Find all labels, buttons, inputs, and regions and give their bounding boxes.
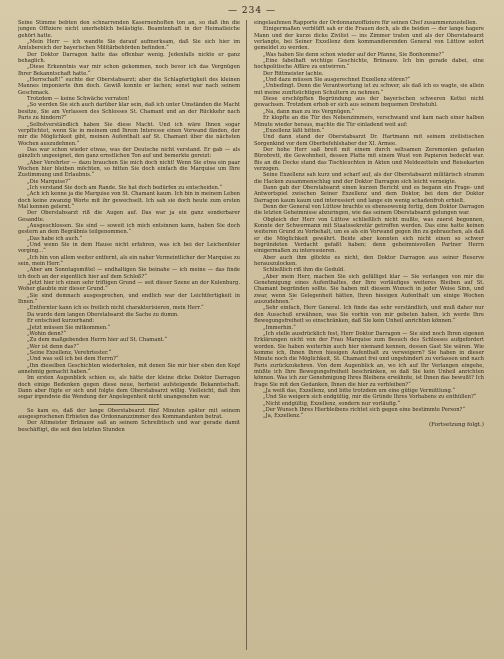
section-separator <box>99 404 159 405</box>
paragraph: „Herrschaft!“ suchte der Oberstabsarzt; aber die Schlagfertigkeit des kleinen Mannes imponierte ihm doch. Gewiß konnte er lachen; sonst war nach seinem Geschmack. <box>18 77 240 96</box>
left-column <box>18 20 240 648</box>
paragraph: So kam es, daß der lange Oberstabsarzt fünf Minuten später mit seinem ausgesprochenen Erbieten das Ordonnanzzimmer des Kommandanten betrat. <box>18 407 240 420</box>
paragraph: Der Rittmeister lachte. <box>263 70 324 77</box>
paragraph: Er klopfte an die Tür des Nebenzimmers, verschwand und kam nach einer halben Minute wieder heraus, machte die Tür einladend weit auf: <box>254 115 484 128</box>
paragraph: Seine Stimme bebten den schnarrenden Kasernenhoften ton an, so daß ihn die jungen Offiziere nicht unerheblich belästigte. Beamtenhaft in der Heimatleiche gehört hatte. <box>18 20 240 39</box>
paragraph: Schließlich riß ihm die Geduld. <box>263 267 345 274</box>
paragraph: „Selbstverständlich haben Sie diese Macht. Und ich wäre Ihnen sogar verpflichtet, wenn Sie in meinem und Ihrem Interesse einen Vorwand fänden, der mir die Möglichkeit gibt, meinen Aufenthalt auf St. Chamant über die nächsten Wochen auszudehnen.“ <box>18 121 240 147</box>
paragraph: „Ich stelle ausdrücklich fest, Herr Doktor Darragon — Sie sind noch Ihren eigenen Erklärungen nicht von der Frau Marquise zum Besuch des Schlosses aufgefordert worden. Sie haben weiterhin auch hier niemand kennen, dessen Gast Sie wären. Wie komme ich, Ihnen Ihren hiesigen Aufenthalt zu verweigern? Sie haben in dieser Minute noch die Möglichkeit, St. Chamant frei und ungehindert zu verlassen und nach Paris zurückzukehren. Von dem Augenblick an, wo ich auf Ihr Verlangen eingehe, müßte ich Ihre Bewegungsfreiheit beschränken, so daß Sie kein Unheil anrichten können. Was ich zur Genehmigung Ihres Bleibens erwähnte, ist Ihnen das bewußt? Ich frage Sie mit den Gedanken, Ihnen die hier zu verbleiben?“ <box>254 330 484 388</box>
paragraph: Dann gab der Oberstabsarzt einen kurzen Bericht und es begann ein Frage- und Antwortspiel zwischen Seiner Exzellenz und dem Doktor, bei dem der Doktor Darragon kaum kaum und interessiert und lange ein wenig schadenfroh erhielt. <box>254 184 484 204</box>
paragraph: „Ja, Exzellenz.“ <box>263 413 304 420</box>
paragraph: „Ihn dieselben Geschichten wiederholen, mit denen Sie mir hier eben den Kopf annehmig gemacht haben.“ <box>18 362 240 375</box>
paragraph: „Sie sind demnach ausgesprochen, und endlich war der Leichtfertigkeit in Ihnen.“ <box>18 292 240 306</box>
paragraph: „Immerhin.“ <box>263 324 296 331</box>
paragraph: Das war schon wieder etwas, was der Deutsche nicht verstand. Er gab — als gänzlich ungeeignet, den ganz ernstlichen Ton auf und bemerkte gereizt: <box>18 146 240 160</box>
paragraph: „Jetzt müssen Sie mitkommen.“ <box>27 324 111 331</box>
paragraph: „Und Sie weigern sich endgültig, mir die Gründe Ihres Vorhabens zu enthüllen?“ <box>263 394 477 401</box>
paragraph: „Und wenn Sie in dem Hause nicht erfahren, was ich bei der Leichenfeier vorging...“ <box>18 242 240 255</box>
paragraph: „Mein Herr — ich wandte Sie darauf aufmerksam, daß Sie sich hier im Amtsbereich der bayerischen Militärbehörden befinden.“ <box>18 39 240 52</box>
paragraph: „Ausgeschlossen. Sie sind — soweit ich mich entsinnen kann, haben Sie doch gestern an dem Begräbnis teilgenommen.“ <box>18 223 240 236</box>
paragraph: „Sehr einfach, Herr General. Ich finde das sehr verständlich, und muß daher nur den Ausschuß erwähnen, was Sie vorhin von mir gebeten haben, ich werde Ihre Bewegungsfreiheit so einschränken, daß Sie kein Unheil anrichten können.“ <box>254 305 484 325</box>
paragraph: „Jetzt hier ich einen sehr triftigen Grund — seit dieser Szene an der Kulenburg. Woher glaubte mir dieser Grund.“ <box>18 280 240 293</box>
paragraph: „Unbedingt. Denn die Verantwortung ist zu schwer, als daß ich es wagte, sie allein mit meine zunftsüchtigen Schultern zu nehmen.“ <box>254 83 484 96</box>
paragraph: „Na, dann man zu ins Vergnügen.“ <box>263 108 355 115</box>
paragraph: Denn der General von Lüttow brachte es ebensowenig fertig, dem Doktor Darragon die letzten Geheimnisse abzuringen, wie das seinem Oberstabsarzt gelungen war. <box>254 203 484 217</box>
paragraph: „Entfernter kann ich es freilich nicht charakterisieren, mein Herr.“ <box>27 305 204 312</box>
paragraph: „So werden Sie sich auch darüber klar sein, daß ich unter Umständen die Macht besitze, Sie am Verlassen des Schlosses St. Chamant und an der Rückkehr nach Paris zu hindern?“ <box>18 102 240 122</box>
paragraph: „Ja weiß das, Exzellenz, und bitte trotzdem um eine gütige Vermittlung.“ <box>263 387 456 394</box>
paragraph: Der hohe Herr saß breit mit einem durch seltsamen Zeremonien gefasten Bürobrett, die Gewohnheit, dessen Platte mit einem Wust von Papieren bedeckt war. Bis an die Decke stand das Tischleuchten in Akten und Meldezetteln und Reisekarten verzogen. <box>254 146 484 172</box>
paragraph: „Und was soll ich bei dem Herrn?“ <box>27 356 119 363</box>
paragraph: „Zu dem maßgebenden Herrn hier auf St. Chamant.“ <box>27 337 168 344</box>
paragraph: Einigermaßen verblüfft sah er die Frauen doch, als die beiden — der lange hagere Mann und der kurze dicke Zivilist — ins Zimmer traten und als der Oberstabsarzt verlangte, bei Seiner Exzellenz dem kommandierenden General von Lüttow sofort gemeldet zu werden. <box>254 26 484 52</box>
continuation-note: (Fortsetzung folgt.) <box>428 421 484 428</box>
paragraph: Da wurde dem langen Oberstabsarzt die Sache zu dumm. <box>27 311 179 318</box>
paragraph: „Aber mein Herr, machen Sie sich gefälligst klar — Sie verlangen von mir die Genehmigung eines Aufenthaltes, der Ihre vorläufiges weiteres Bleiben auf St. Chamant begründen sollte. Sie haben mit diesem Wunsch in jeder Weise Sinn, und zwar, wenn Sie Gelegenheit hätten, Ihren hiesigen Aufenthalt um einige Wochen auszudehnen.“ <box>254 273 484 306</box>
paragraph: „Wohin denn?“ <box>27 330 67 337</box>
page-number: — 234 — <box>228 6 276 16</box>
paragraph: „Was haben Sie denn schon wieder auf der Pfanne, Sie Bonhomme?“ <box>263 51 445 58</box>
paragraph: „Diese Erkenntnis war mir schon gekommen, noch bevor ich das Vergnügen Ihrer Bekanntschaft hatte.“ <box>18 64 240 77</box>
paragraph: „Ich bin von allem weiter entfernt, als ein naher Vermeintlicher der Marquise zu sein, mein Herr.“ <box>18 254 240 268</box>
paragraph: Trotzdem — keine Schwäche verraten! <box>27 96 130 103</box>
paragraph: „Der Wunsch Ihres Hierbleibens richtet sich gegen eine bestimmte Person?“ <box>263 406 465 413</box>
paragraph: Im ersten Augenblick schien es, als hätte der kleine dicke Doktor Darragon doch einige Bedenken gegen diese neue, herbeist aufsteigende Bekanntschaft. Dann aber fügte er sich und folgte dem Oberstabsarzt willig. Vielleicht, daß ihm sogar irgendwie die Wendung der Angelegenheit nicht unangenehm war. <box>18 375 240 401</box>
paragraph: „Seine Exzellenz, Verehrtester.“ <box>27 349 112 356</box>
paragraph: „Exzellenz läßt bitten.“ <box>263 127 325 134</box>
paragraph: Er entschied kurzerhand: <box>27 318 95 325</box>
column-divider <box>246 20 247 650</box>
paragraph: Seine Exzellenz sah kurz und scharf auf, als der Oberstabsarzt militärisch stramm die Hacken zusammenschlug und der Doktor Darragon sich leicht verneigte. <box>254 172 484 185</box>
paragraph: Obgleich der Herr von Lüttow schließlich nicht mußte, was zuerst begonnen, Konnte der Schwermann mit Staatssekretär getroffen werden. Das eine hatte keinen weiteren Grund zu Vorbehalt, um es als ein Vorwand gegen ihn zu gebrauchen, als daß er die Möglichkeit gewährt. Beide aber konnten sich nicht einen so schwer begründeten Verdacht gefaßt haben; denn geheimnisvollen Partner Herrn einigermaßen zu interessieren. <box>254 216 484 255</box>
paragraph: Diese erschöpften Begründung aus der bayerischen schweren Kettei nicht gewachsen. Trotzdem erhob er sich aus seinem bequemen Drehstuhl. <box>254 96 484 109</box>
paragraph: „Und dazu müssen Sie ausgerechnet Exzellenz stören?“ <box>263 77 411 84</box>
paragraph: „Aber Verehrter — dazu brauchen Sie mich doch nicht! Wenn Sie etwa ein paar Wochen hier bleiben möchten, so bitten Sie doch einfach die Marquise um Ihre Zustimmung und Erlaubnis.“ <box>18 159 240 179</box>
paragraph: „Ach ich kenne ja die Marquise von St. Chamant kaum. Ich bin in meinem Leben doch keine zwanzig Worte mit ihr gewechselt. Ich sah sie doch heute zum ersten Mal kennen gelernt.“ <box>18 191 240 210</box>
paragraph: Der Doktor Darragon hatte das offenbar wenig. Jedenfalls nickte er ganz behaglich. <box>18 51 240 65</box>
paragraph: Aber auch ihm glückte es nicht, den Doktor Darragon aus seiner Reserve herauszulocken. <box>254 254 484 268</box>
paragraph: Der Altmeister Brünauw saß an seinem Schreibtisch und war gerade damit beschäftigt, die seit den letzten Stunden <box>18 420 240 433</box>
paragraph: „Die Marquise?“ <box>27 178 71 185</box>
paragraph: „Ich verstand Sie doch am Rande. Sie hat doch bedürfen zu entscheiden.“ <box>27 184 223 191</box>
paragraph: „Aber am Sonntagsmittel — endhaltigen Sie beinahe — ich meine — das finde ich doch an der eigentlich hier auf dem Schloß?“ <box>18 267 240 280</box>
paragraph: „Wer ist denn das?“ <box>27 343 79 350</box>
paragraph: Und dann stand der Oberstabsarzt Dr. Hartmann mit seinem zivilistischen Sorgenkind vor dem Oberbefehlshaber der XI. Armee. <box>254 134 484 147</box>
paragraph: Der Oberstabsarzt riß die Augen auf. Das war ja ein ganz sonderbarer Gesandte. <box>18 210 240 223</box>
paragraph: „Das habe ich auch.“ <box>27 235 83 242</box>
paragraph: eingelaufenen Rapporte der Ordonnanzoffiziere für seinen Chef zusammenzustellen. <box>254 20 478 26</box>
paragraph: „Eine fabelhaft wichtige Geschichte, Brünauw. Ich bin gerade dabei, eine hochpolitische Affäre zu entwirren.“ <box>254 58 484 71</box>
right-column <box>254 20 484 648</box>
paragraph: „Nicht endgültig, Exzellenz, sondern nur vorläufig.“ <box>263 400 401 407</box>
